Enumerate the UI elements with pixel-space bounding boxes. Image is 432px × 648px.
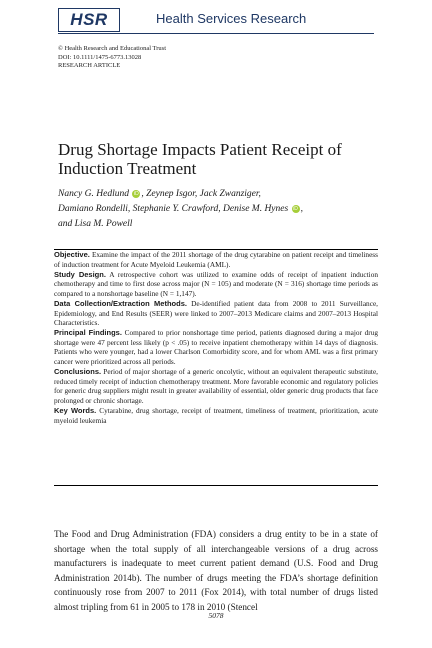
- copyright-line: © Health Research and Educational Trust: [58, 45, 167, 52]
- section-text: Compared to prior nonshortage time period, patients diagnosed during a major drug shortage were 47 percent less likely (p < .05) to receive inpatient chemotherapy within 14 days of diagnosis. Patients who were younger, had a lower Charlson Comorbidity score, and for whom AML was a first primary cancer were prioritized across all periods.: [54, 328, 379, 367]
- author-line-3: and Lisa M. Powell: [58, 219, 133, 229]
- author-line-2: [58, 202, 378, 217]
- abstract-conclusions: [54, 367, 378, 405]
- article-type: RESEARCH ARTICLE: [58, 62, 121, 69]
- abstract-objective: [54, 250, 378, 269]
- author-line-1: [58, 187, 378, 202]
- article-meta: [58, 45, 166, 71]
- header-rule: [58, 33, 374, 34]
- page-number: 5078: [208, 611, 224, 620]
- author-text: ,: [300, 204, 303, 214]
- section-label: Conclusions.: [54, 367, 102, 377]
- section-text: Period of major shortage of a generic oncolytic, without an equivalent therapeutic substitute, reduced timely receipt of induction chemotherapy treatment. More favorable economic and regulatory policies for generic drug suppliers might result in greater availability of essential, older generic drug products that face prolonged or chronic shortage.: [54, 367, 379, 405]
- orcid-icon[interactable]: iD: [133, 190, 139, 197]
- section-label: Objective.: [54, 250, 90, 259]
- author-text: Nancy G. Hedlund: [58, 189, 129, 199]
- abstract-keywords: [54, 406, 378, 425]
- orcid-icon[interactable]: iD: [293, 205, 298, 212]
- abstract-findings: [54, 328, 378, 366]
- section-label: Data Collection/Extraction Methods.: [54, 298, 187, 308]
- section-label: Study Design.: [54, 269, 106, 279]
- section-text: De-identified patient data from 2008 to 2011 Surveillance, Epidemiology, and End Results (SEER) were linked to 2007–2013 Medicare claims and 2007–2013 Hospital Characteristics.: [54, 298, 379, 328]
- section-label: Key Words.: [54, 406, 97, 415]
- journal-name: Health Services Research: [156, 11, 307, 26]
- abstract-bottom-rule: [54, 485, 378, 486]
- section-text: Cytarabine, drug shortage, receipt of treatment, timeliness of treatment, prioritization, acute myeloid leukemia: [54, 406, 379, 425]
- section-label: Principal Findings.: [54, 328, 122, 338]
- article-title: Drug Shortage Impacts Patient Receipt of Induction Treatment: [58, 140, 342, 178]
- doi-line: DOI: 10.1111/1475-6773.13028: [58, 53, 142, 61]
- section-text: A retrospective cohort was utilized to examine odds of receipt of inpatient induction chemotherapy and time to first dose across major (N = 105) and moderate (N = 316) shortage time periods as compared to a nonshortage baseline (N = 1,147).: [54, 269, 379, 298]
- abstract-design: [54, 270, 378, 299]
- journal-logo: HSR: [58, 8, 120, 32]
- journal-header: [58, 8, 374, 32]
- section-text: Examine the impact of the 2011 shortage of the drug cytarabine on patient receipt and timeliness of induction treatment for Acute Myeloid Leukemia (AML).: [54, 250, 378, 269]
- abstract: [54, 250, 378, 426]
- author-text: Damiano Rondelli, Stephanie Y. Crawford, Denise M. Hynes: [58, 204, 289, 214]
- author-text: , Zeynep Isgor, Jack Zwanziger,: [141, 189, 261, 199]
- body-paragraph: The Food and Drug Administration (FDA) considers a drug entity to be in a state of shortage when the total supply of all interchangeable versions of a drug across manufacturers is inadequate to meet current patient demand (U.S. Food and Drug Administration 2014b). The number of drugs meeting the FDA’s shortage definition continuously rose from 2007 to 2011 (Fox 2014), with total number of drugs listed almost tripling from 61 in 2005 to 178 in 2010 (Stencel: [54, 529, 378, 612]
- abstract-methods: [54, 299, 378, 328]
- author-list: [58, 187, 378, 232]
